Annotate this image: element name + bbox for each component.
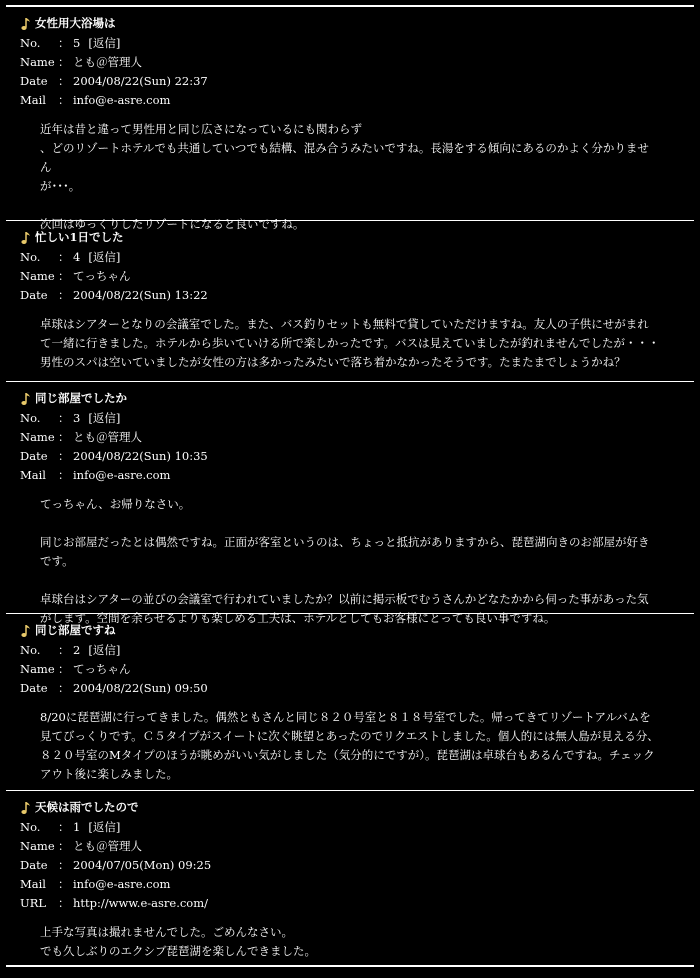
post [6,382,694,625]
post [6,614,694,791]
post-meta [20,409,694,485]
no-label: No. [20,820,41,834]
mail-label: Mail [20,468,46,482]
post-title [20,13,694,34]
post-meta [20,818,694,913]
post-title [20,620,694,641]
colon: ： [58,643,70,657]
post-date: 2004/08/22(Sun) 22:37 [73,74,208,88]
colon: ： [58,250,70,264]
post [6,791,694,967]
colon: ： [58,877,70,891]
post-date: 2004/08/22(Sun) 09:50 [73,681,208,695]
music-note-icon [20,230,33,246]
music-note-icon [20,800,33,816]
author-name: てっちゃん [73,269,131,283]
url-label: URL [20,896,46,910]
reply-link[interactable]: [返信] [88,411,121,425]
post-body: 上手な写真は撮れませんでした。ごめんなさい。 でも久しぶりのエクシブ琵琶湖を楽しんできました。 [40,925,316,958]
url-link[interactable]: http://www.e-asre.com/ [73,896,209,910]
post-body: 8/20に琵琶湖に行ってきました。偶然ともさんと同じ８２０号室と８１８号室でした。帰ってきてリゾートアルバムを見てびっくりです。Ｃ５タイプがスイートに次ぐ眺望とあったのでリクエストしました。個人的には無人島が見える分、８２０号室のMタイプのほうが眺めがいい気がしました（気分的にですが）。琵琶湖は卓球台もあるんですね。チェックアウト後に楽しみました。 [40,710,659,781]
no-label: No. [20,36,41,50]
colon: ： [58,93,70,107]
post [6,7,694,231]
name-label: Name [20,839,55,853]
date-label: Date [20,681,48,695]
colon: ： [58,55,70,69]
date-label: Date [20,74,48,88]
post-title [20,388,694,409]
no-label: No. [20,643,41,657]
post-number: 5 [73,36,81,50]
colon: ： [58,36,70,50]
post-body: 近年は昔と違って男性用と同じ広さになっているにも関わらず 、どのリゾートホテルでも共通していつでも結構、混み合うみたいですね。長湯をする傾向にあるのかよく分かりません が･･･。 次回はゆっくりしたリゾートになると良いですね。 [40,122,649,231]
post-title-text: 同じ部屋ですね [35,623,116,637]
post-number: 1 [73,820,81,834]
name-label: Name [20,269,55,283]
name-label: Name [20,662,55,676]
post-body: てっちゃん、お帰りなさい。 同じお部屋だったとは偶然ですね。正面が客室というのは、ちょっと抵抗がありますから、琵琶湖向きのお部屋が好きです。 卓球台はシアターの並びの会議室で行われていましたか？以前に掲示板でむうさんかどなたかから伺った事があった気がします。空間を余らせるよりも楽しめる工夫は、ホテルとしてもお客様にとっても良い事ですね。 [40,497,650,625]
post [6,221,694,382]
colon: ： [58,468,70,482]
author-name: とも＠管理人 [73,55,142,69]
date-label: Date [20,288,48,302]
reply-link[interactable]: [返信] [88,36,121,50]
colon: ： [58,896,70,910]
post-title-text: 忙しい1日でした [35,230,124,244]
colon: ： [58,681,70,695]
post-date: 2004/07/05(Mon) 09:25 [73,858,212,872]
no-label: No. [20,411,41,425]
post-title-text: 同じ部屋でしたか [35,391,127,405]
post-title-text: 女性用大浴場は [35,16,116,30]
colon: ： [58,269,70,283]
mail-link[interactable]: info@e-asre.com [73,93,171,107]
date-label: Date [20,449,48,463]
post-meta [20,248,694,305]
mail-link[interactable]: info@e-asre.com [73,468,171,482]
colon: ： [58,820,70,834]
post-title-text: 天候は雨でしたので [35,800,139,814]
date-label: Date [20,858,48,872]
author-name: とも＠管理人 [73,839,142,853]
name-label: Name [20,55,55,69]
name-label: Name [20,430,55,444]
post-number: 2 [73,643,81,657]
reply-link[interactable]: [返信] [88,820,121,834]
post-number: 4 [73,250,81,264]
post-title [20,227,694,248]
no-label: No. [20,250,41,264]
post-date: 2004/08/22(Sun) 10:35 [73,449,208,463]
post-body: 卓球はシアターとなりの会議室でした。また、バス釣りセットも無料で貸していただけますね。友人の子供にせがまれて一緒に行きました。ホテルから歩いていける所で楽しかったです。バスは見えていましたが釣れませんでしたが・・・男性のスパは空いていましたが女性の方は多かったみたいで落ち着かなかったそうです。たまたまでしょうかね？ [40,317,660,369]
mail-link[interactable]: info@e-asre.com [73,877,171,891]
post-number: 3 [73,411,81,425]
post-date: 2004/08/22(Sun) 13:22 [73,288,208,302]
colon: ： [58,430,70,444]
reply-link[interactable]: [返信] [88,643,121,657]
mail-label: Mail [20,93,46,107]
post-title [20,797,694,818]
mail-label: Mail [20,877,46,891]
colon: ： [58,449,70,463]
colon: ： [58,839,70,853]
post-meta [20,34,694,110]
music-note-icon [20,16,33,32]
colon: ： [58,288,70,302]
colon: ： [58,858,70,872]
colon: ： [58,662,70,676]
music-note-icon [20,391,33,407]
reply-link[interactable]: [返信] [88,250,121,264]
author-name: とも＠管理人 [73,430,142,444]
colon: ： [58,74,70,88]
author-name: てっちゃん [73,662,131,676]
colon: ： [58,411,70,425]
music-note-icon [20,623,33,639]
post-meta [20,641,694,698]
